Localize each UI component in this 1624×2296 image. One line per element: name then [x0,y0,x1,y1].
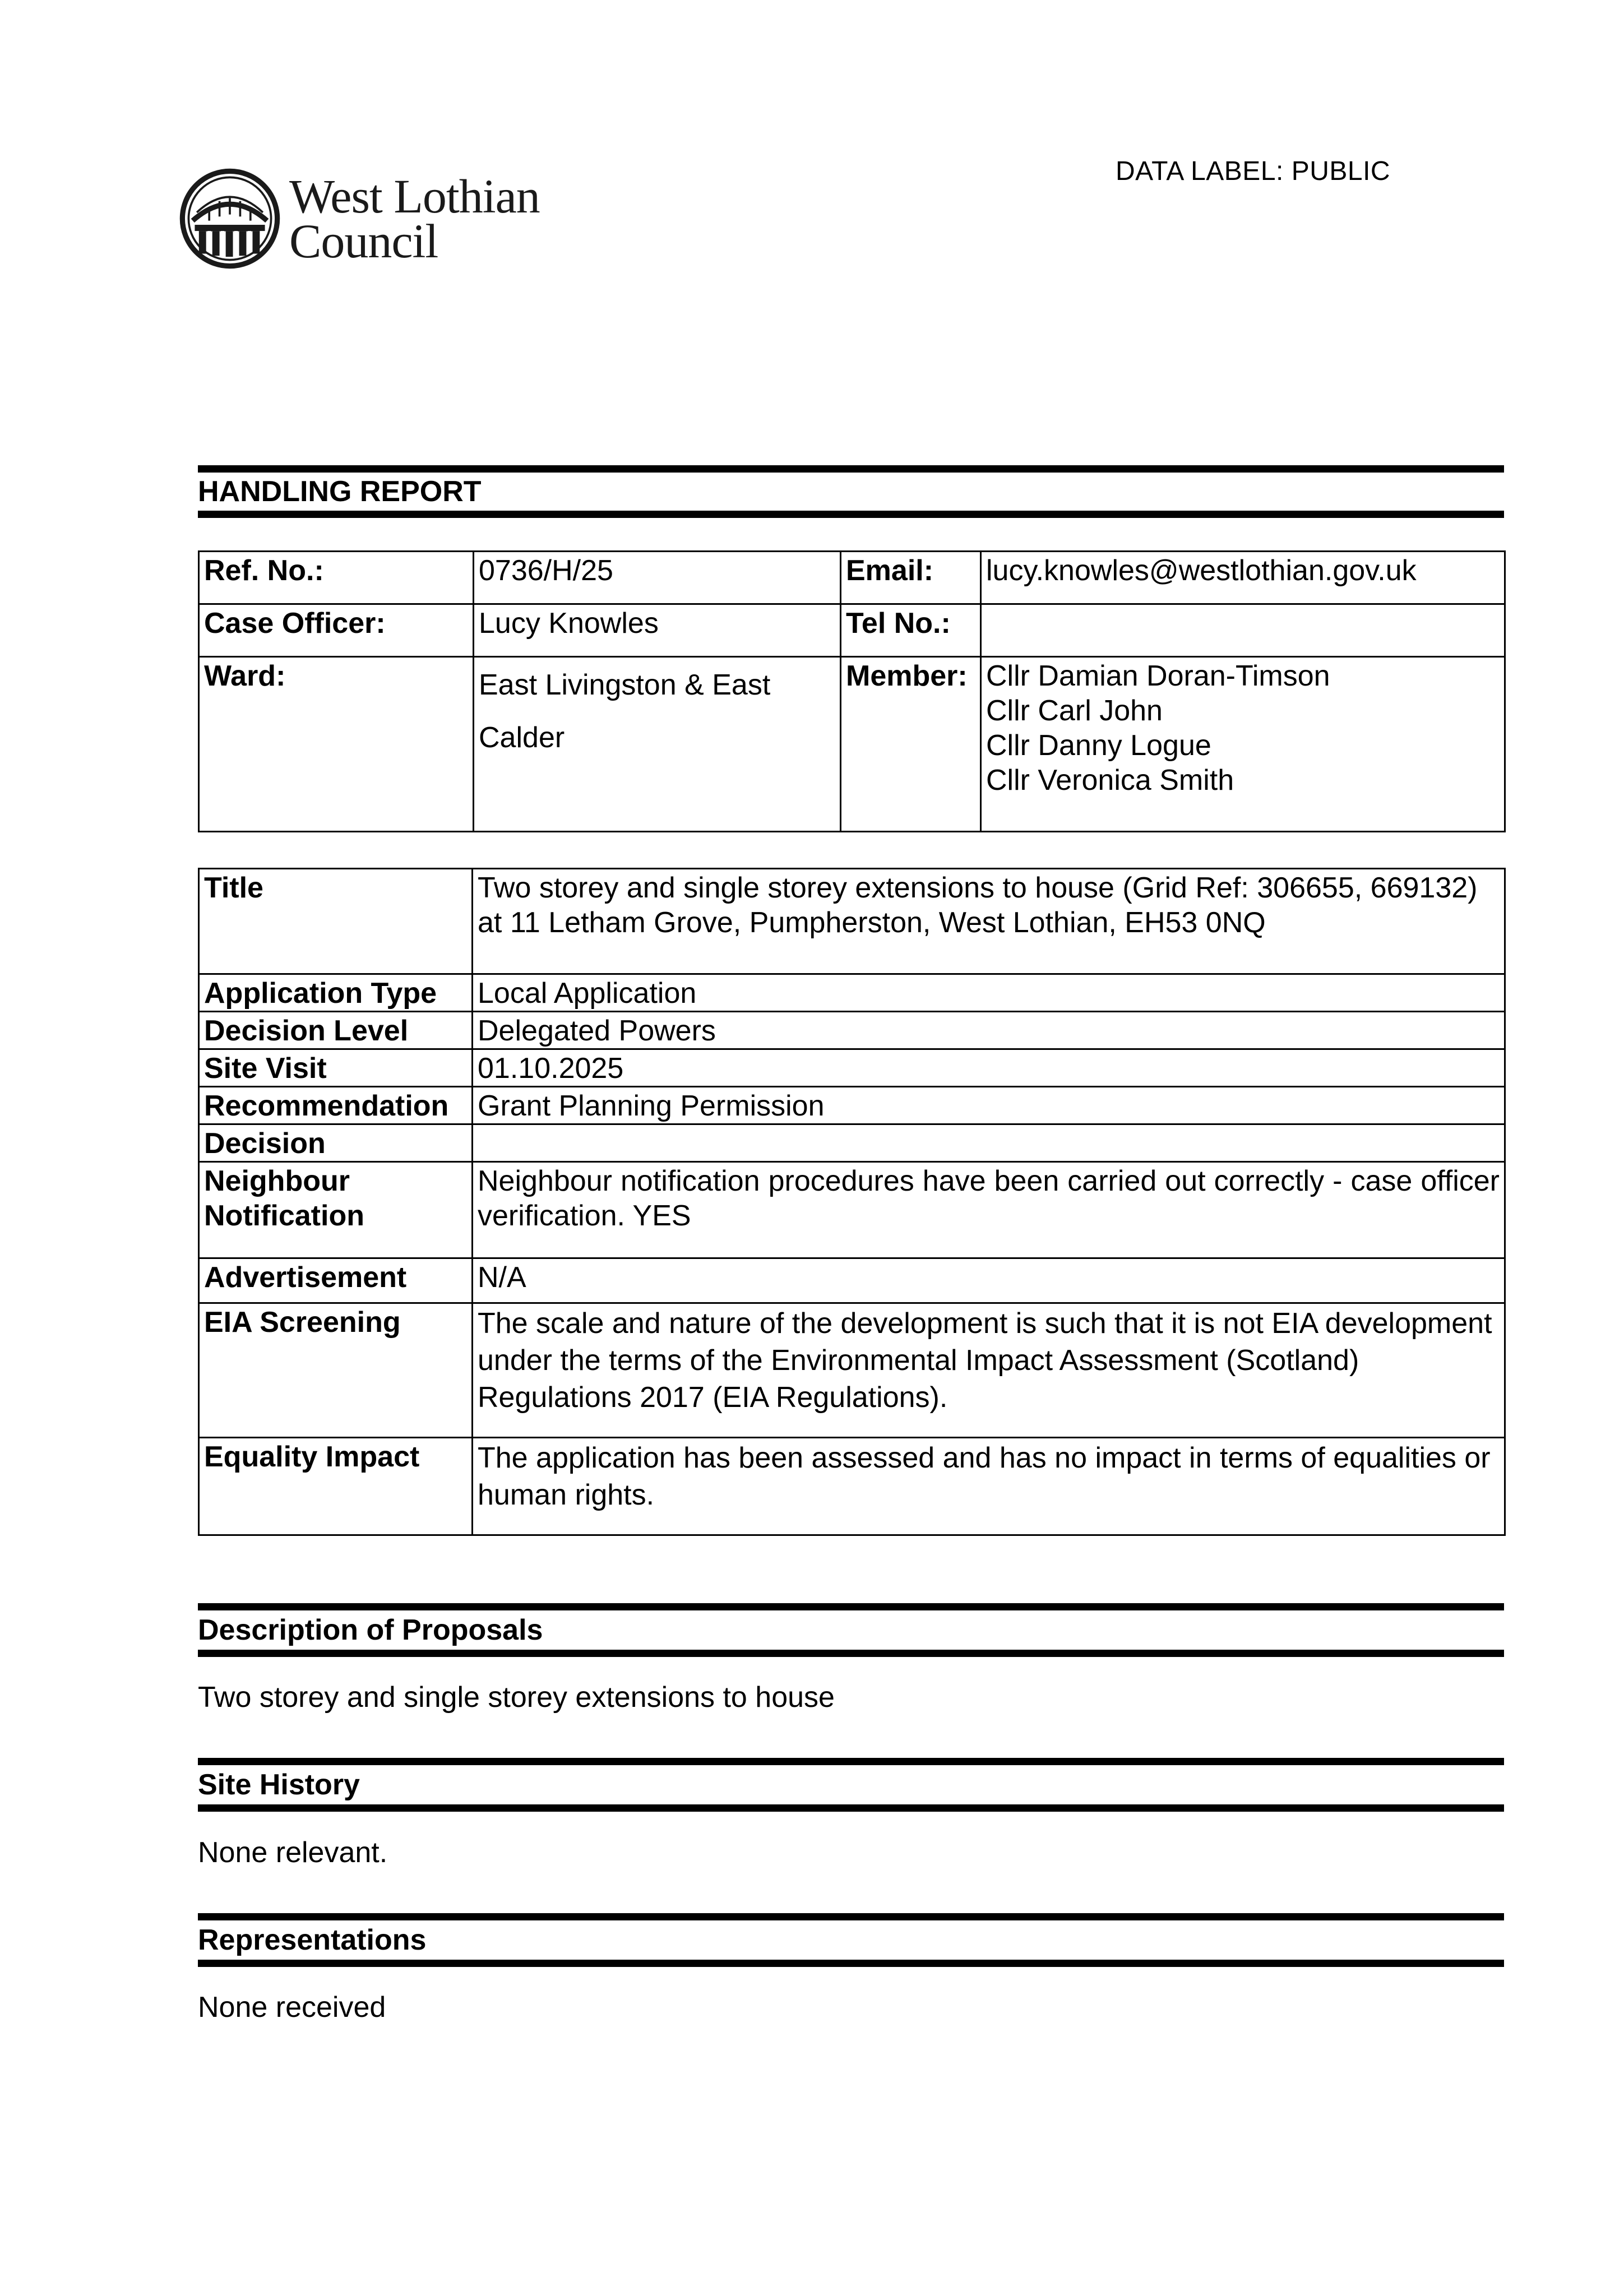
neighbour-value: Neighbour notification procedures have been carried out correctly - case officer verification. YES [473,1162,1505,1258]
member-item: Cllr Damian Doran-Timson [986,660,1330,692]
email-value: lucy.knowles@westlothian.gov.uk [981,552,1505,604]
ward-value: East Livingston & East Calder [474,657,841,832]
neighbour-label [199,1162,473,1258]
member-item: Cllr Carl John [986,695,1163,727]
officer-label: Case Officer: [199,604,474,657]
app-row-visit [199,1049,1505,1087]
representations-text: None received [198,1991,386,2024]
description-text: Two storey and single storey extensions to house [198,1681,835,1714]
type-label: Application Type [199,974,473,1012]
application-table [198,868,1506,1536]
member-item: Cllr Veronica Smith [986,764,1234,797]
level-label: Decision Level [199,1012,473,1049]
ref-label: Ref. No.: [199,552,474,604]
details-table [198,550,1506,832]
email-label: Email: [841,552,981,604]
level-value: Delegated Powers [473,1012,1505,1049]
representations-heading-text: Representations [198,1924,427,1956]
equality-label: Equality Impact [199,1438,473,1535]
council-logo [178,163,559,275]
app-row-decision [199,1124,1505,1162]
eia-label: EIA Screening [199,1303,473,1438]
visit-value: 01.10.2025 [473,1049,1505,1087]
eia-value: The scale and nature of the development is such that it is not EIA development under the terms of the Environmental Impact Assessment (Scotland) Regulations 2017 (EIA Regulations). [473,1303,1505,1438]
logo-text-line2: Council [289,214,438,268]
report-title [198,465,1504,518]
tel-value [981,604,1505,657]
details-row-officer [199,604,1505,657]
app-row-level [199,1012,1505,1049]
type-value: Local Application [473,974,1505,1012]
description-heading [198,1603,1504,1657]
equality-value: The application has been assessed and has no impact in terms of equalities or human rights. [473,1438,1505,1535]
representations-heading [198,1913,1504,1967]
report-title-text: HANDLING REPORT [198,475,482,508]
member-item: Cllr Danny Logue [986,729,1211,762]
app-row-advert [199,1258,1505,1303]
details-row-ward [199,657,1505,832]
decision-label: Decision [199,1124,473,1162]
site-history-heading [198,1758,1504,1812]
advert-value: N/A [473,1258,1505,1303]
app-row-type [199,974,1505,1012]
neighbour-label-line2: Notification [204,1200,364,1232]
title-label: Title [199,869,473,974]
site-history-heading-text: Site History [198,1769,360,1801]
decision-value [473,1124,1505,1162]
viaduct-emblem-icon [178,167,281,270]
advert-label: Advertisement [199,1258,473,1303]
title-value: Two storey and single storey extensions to house (Grid Ref: 306655, 669132) at 11 Letham Grove, Pumpherston, West Lothian, EH53 0NQ [473,869,1505,974]
officer-value: Lucy Knowles [474,604,841,657]
ward-label: Ward: [199,657,474,832]
details-row-ref [199,552,1505,604]
app-row-eia [199,1303,1505,1438]
app-row-recommendation [199,1087,1505,1124]
app-row-title [199,869,1505,974]
member-list [981,657,1505,832]
logo-wordmark [289,169,540,268]
recommendation-label: Recommendation [199,1087,473,1124]
neighbour-label-line1: Neighbour [204,1165,350,1197]
data-label: DATA LABEL: PUBLIC [1116,156,1391,186]
recommendation-value: Grant Planning Permission [473,1087,1505,1124]
visit-label: Site Visit [199,1049,473,1087]
tel-label: Tel No.: [841,604,981,657]
ref-value: 0736/H/25 [474,552,841,604]
member-label: Member: [841,657,981,832]
site-history-text: None relevant. [198,1836,388,1869]
description-heading-text: Description of Proposals [198,1614,543,1646]
app-row-equality [199,1438,1505,1535]
logo-text-line1: West Lothian [289,169,540,223]
app-row-neighbour [199,1162,1505,1258]
